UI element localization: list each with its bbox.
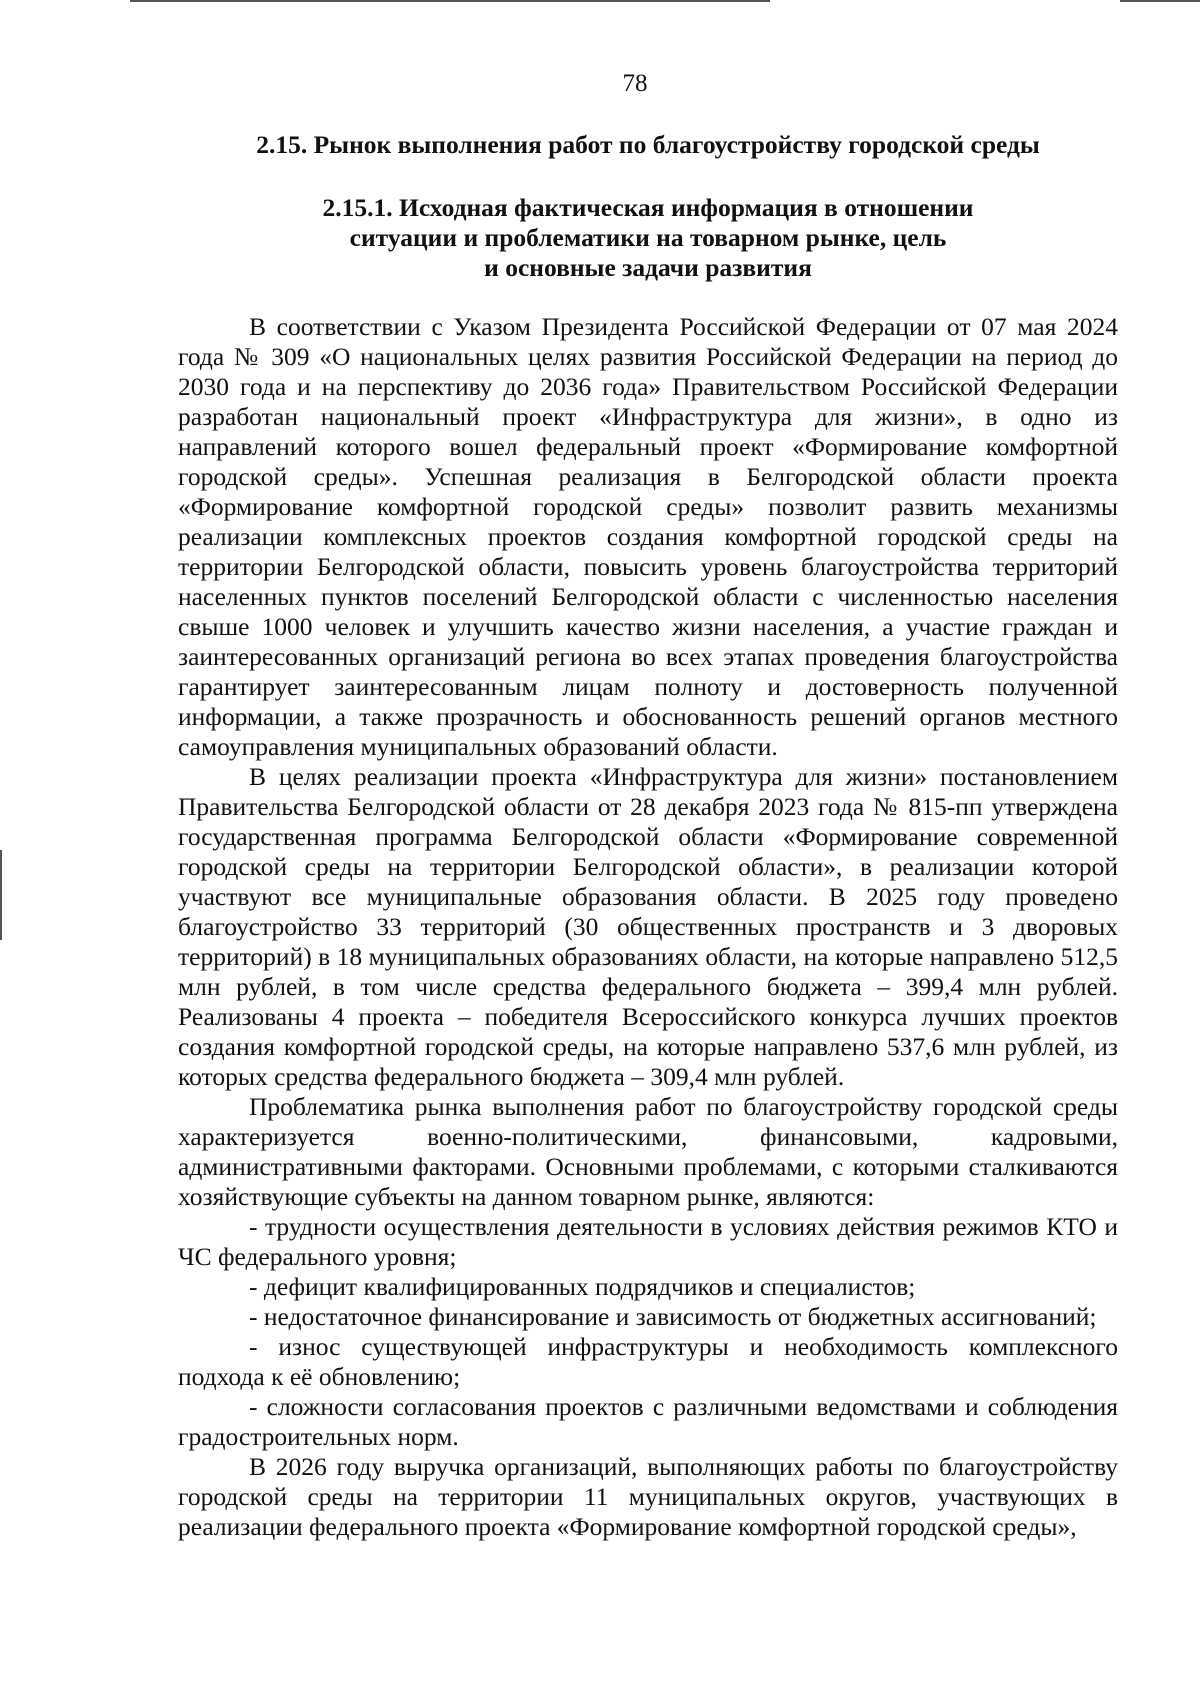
paragraph: В соответствии с Указом Президента Российской Федерации от 07 мая 2024 года № 309 «О национальных целях развития Российской Федерации на период до 2030 года и на перспективу до 2036 года» Правительством Российской Федерации разработан национальный проект «Инфраструктура для жизни», в одно из направлений которого вошел федеральный проект «Формирование комфортной городской среды». Успешная реализация в Белгородской области проекта «Формирование комфортной городской среды» позволит развить механизмы реализации комплексных проектов создания комфортной городской среды на территории Белгородской области, повысить уровень благоустройства территорий населенных пунктов поселений Белгородской области с численностью населения свыше 1000 человек и улучшить качество жизни населения, а участие граждан и заинтересованных организаций региона во всех этапах проведения благоустройства гарантирует заинтересованным лицам полноту и достоверность полученной информации, а также прозрачность и обоснованность решений органов местного самоуправления муниципальных образований области. — [178, 312, 1118, 761]
page-number: 78 — [622, 70, 648, 97]
bullet-item: - трудности осуществления деятельности в условиях действия режимов КТО и ЧС федерального уровня; — [178, 1212, 1118, 1271]
paragraph: Проблематика рынка выполнения работ по благоустройству городской среды характеризуется военно-политическими, финансовыми, кадровыми, административными факторами. Основными проблемами, с которыми сталкиваются хозяйствующие субъекты на данном товарном рынке, являются: — [178, 1092, 1118, 1211]
scan-artifact-top-right — [1120, 0, 1200, 2]
closing-paragraph: В 2026 году выручка организаций, выполняющих работы по благоустройству городской среды на территории 11 муниципальных округов, участвующих в реализации федерального проекта «Формирование комфортной городской среды», — [178, 1452, 1118, 1541]
scan-artifact-top — [130, 0, 770, 2]
bullet-item: - сложности согласования проектов с различными ведомствами и соблюдения градостроительных норм. — [178, 1392, 1118, 1451]
bullet-item: - дефицит квалифицированных подрядчиков и специалистов; — [249, 1272, 916, 1301]
section-title: 2.15. Рынок выполнения работ по благоустройству городской среды — [256, 130, 1040, 159]
bullet-item: - недостаточное финансирование и зависимость от бюджетных ассигнований; — [249, 1302, 1097, 1331]
subsection-title-line: и основные задачи развития — [484, 253, 812, 282]
paragraph: В целях реализации проекта «Инфраструктура для жизни» постановлением Правительства Белгородской области от 28 декабря 2023 года № 815-пп утверждена государственная программа Белгородской области «Формирование современной городской среды на территории Белгородской области», в реализации которой участвуют все муниципальные образования области. В 2025 году проведено благоустройство 33 территорий (30 общественных пространств и 3 дворовых территорий) в 18 муниципальных образованиях области, на которые направлено 512,5 млн рублей, в том числе средства федерального бюджета – 399,4 млн рублей. Реализованы 4 проекта – победителя Всероссийского конкурса лучших проектов создания комфортной городской среды, на которые направлено 537,6 млн рублей, из которых средства федерального бюджета – 309,4 млн рублей. — [178, 762, 1118, 1091]
scan-artifact-left-edge — [0, 850, 2, 940]
document-body — [178, 312, 1118, 1542]
subsection-title-line: 2.15.1. Исходная фактическая информация в отношении — [322, 193, 974, 222]
subsection-title — [178, 193, 1118, 283]
bullet-item: - износ существующей инфраструктуры и необходимость комплексного подхода к её обновлению; — [178, 1332, 1118, 1391]
subsection-title-line: ситуации и проблематики на товарном рынке, цель — [349, 223, 947, 252]
